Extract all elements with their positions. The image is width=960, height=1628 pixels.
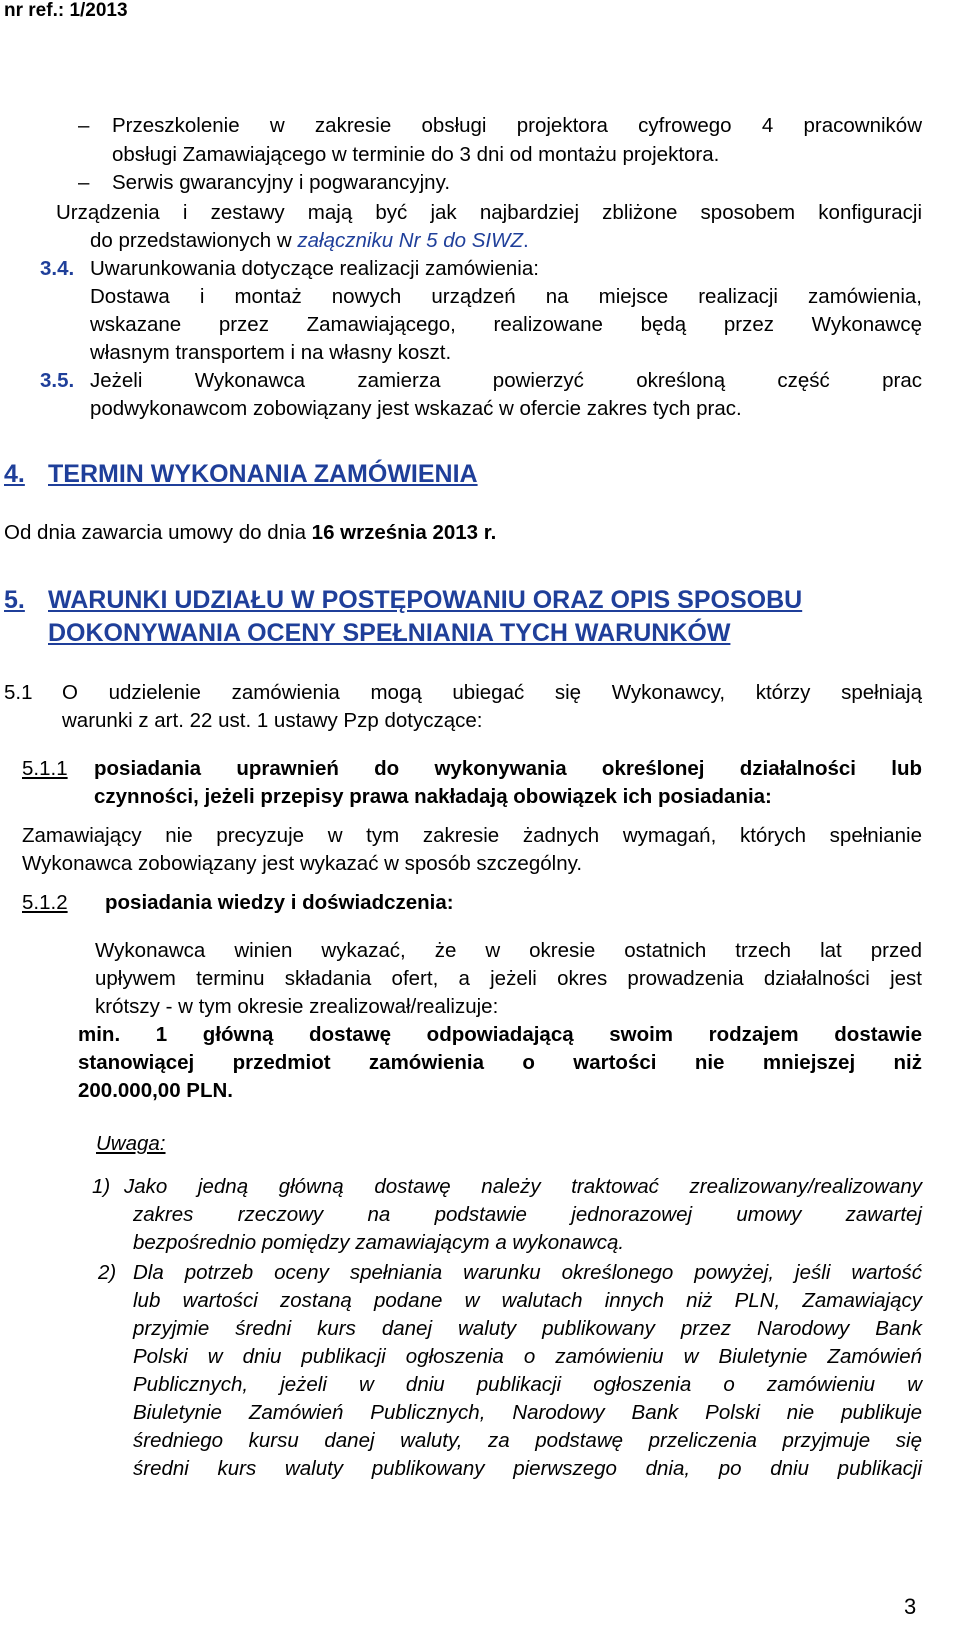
section-5-1-1-l1: posiadania uprawnień do wykonywania określonej działalności lub xyxy=(94,757,922,780)
deadline-text: Od dnia zawarcia umowy do dnia 16 września 2013 r. xyxy=(4,521,497,544)
heading-number-5: 5. xyxy=(4,586,25,614)
note-2-l5: Publicznych, jeżeli w dniu publikacji ogłoszenia o zamówieniu w xyxy=(133,1373,922,1396)
section-title-5-1-2: posiadania wiedzy i doświadczenia: xyxy=(105,891,454,914)
heading-warunki-l2: DOKONYWANIA OCENY SPEŁNIANIA TYCH WARUNKÓW xyxy=(48,619,731,647)
note-2-l7: średniego kursu danej waluty, za podstawę przeliczenia przyjmuje się xyxy=(133,1429,922,1452)
dash-bullet: – xyxy=(78,171,90,194)
note-number-1: 1) xyxy=(92,1175,111,1198)
section-number-5-1-2: 5.1.2 xyxy=(22,891,68,914)
config-paragraph-l2: do przedstawionych w załączniku Nr 5 do SIWZ. xyxy=(90,229,529,252)
attachment-reference: załączniku Nr 5 do SIWZ xyxy=(297,229,523,252)
note-2-l3: przyjmie średni kurs danej waluty publikowany przez Narodowy Bank xyxy=(133,1317,922,1340)
note-label: Uwaga: xyxy=(96,1132,166,1155)
section-5-1-l1: O udzielenie zamówienia mogą ubiegać się Wykonawcy, którzy spełniają xyxy=(62,681,922,704)
section-number-3-5: 3.5. xyxy=(40,369,75,392)
section-number-5-1: 5.1 xyxy=(4,681,33,704)
config-paragraph-l1: Urządzenia i zestawy mają być jak najbardziej zbliżone sposobem konfiguracji xyxy=(56,201,922,224)
deadline-date: 16 września 2013 r. xyxy=(311,521,497,544)
page-number: 3 xyxy=(904,1594,917,1619)
section-3-5-l2: podwykonawcom zobowiązany jest wskazać w ofercie zakres tych prac. xyxy=(90,397,742,420)
note-1-l1: Jako jedną główną dostawę należy traktować zrealizowany/realizowany xyxy=(124,1175,922,1198)
section-5-1-1-l2: czynności, jeżeli przepisy prawa nakładają obowiązek ich posiadania: xyxy=(94,785,772,808)
requirement-value: 200.000,00 PLN. xyxy=(78,1079,233,1102)
section-title-3-4: Uwarunkowania dotyczące realizacji zamówienia: xyxy=(90,257,539,280)
section-number-5-1-1: 5.1.1 xyxy=(22,757,68,780)
note-1-l3: bezpośrednio pomiędzy zamawiającym a wykonawcą. xyxy=(133,1231,625,1254)
section-3-5-l1: Jeżeli Wykonawca zamierza powierzyć określoną część prac xyxy=(90,369,922,392)
note-2-l1: Dla potrzeb oceny spełniania warunku określonego powyżej, jeśli wartość xyxy=(133,1261,922,1284)
section-5-1-2-para-l1: Wykonawca winien wykazać, że w okresie ostatnich trzech lat przed xyxy=(95,939,922,962)
note-number-2: 2) xyxy=(98,1261,117,1284)
section-5-1-l2: warunki z art. 22 ust. 1 ustawy Pzp dotyczące: xyxy=(62,709,483,732)
heading-warunki-l1: WARUNKI UDZIAŁU W POSTĘPOWANIU ORAZ OPIS SPOSOBU xyxy=(48,586,803,614)
section-number-3-4: 3.4. xyxy=(40,257,75,280)
document-reference: nr ref.: 1/2013 xyxy=(4,0,128,21)
section-3-4-l1: Dostawa i montaż nowych urządzeń na miejsce realizacji zamówienia, xyxy=(90,285,922,308)
heading-number-4: 4. xyxy=(4,460,25,488)
section-3-4-l3: własnym transportem i na własny koszt. xyxy=(90,341,452,364)
list-item-service: Serwis gwarancyjny i pogwarancyjny. xyxy=(112,171,451,194)
requirement-l2: stanowiącej przedmiot zamówienia o wartości nie mniejszej niż xyxy=(78,1051,922,1074)
requirement-l1: min. 1 główną dostawę odpowiadającą swoim rodzajem dostawie xyxy=(78,1023,922,1046)
section-5-1-1-para-l1: Zamawiający nie precyzuje w tym zakresie żadnych wymagań, których spełnianie xyxy=(22,824,922,847)
heading-termin: TERMIN WYKONANIA ZAMÓWIENIA xyxy=(48,460,478,488)
dash-bullet: – xyxy=(78,114,90,137)
section-3-4-l2: wskazane przez Zamawiającego, realizowane będą przez Wykonawcę xyxy=(90,313,922,336)
list-item-training-l2: obsługi Zamawiającego w terminie do 3 dni od montażu projektora. xyxy=(112,143,720,166)
note-2-l6: Biuletynie Zamówień Publicznych, Narodowy Bank Polski nie publikuje xyxy=(133,1401,922,1424)
note-2-l4: Polski w dniu publikacji ogłoszenia o zamówieniu w Biuletynie Zamówień xyxy=(133,1345,922,1368)
section-5-1-2-para-l2: upływem terminu składania ofert, a jeżeli okres prowadzenia działalności jest xyxy=(95,967,922,990)
section-5-1-1-para-l2: Wykonawca zobowiązany jest wykazać w sposób szczególny. xyxy=(22,852,583,875)
list-item-training-l1: Przeszkolenie w zakresie obsługi projektora cyfrowego 4 pracowników xyxy=(112,114,922,137)
note-2-l8: średni kurs waluty publikowany pierwszego dnia, po dniu publikacji xyxy=(133,1457,922,1480)
note-2-l2: lub wartości zostaną podane w walutach innych niż PLN, Zamawiający xyxy=(133,1289,922,1312)
note-1-l2: zakres rzeczowy na podstawie jednorazowej umowy zawartej xyxy=(133,1203,922,1226)
section-5-1-2-para-l3: krótszy - w tym okresie zrealizował/realizuje: xyxy=(95,995,499,1018)
